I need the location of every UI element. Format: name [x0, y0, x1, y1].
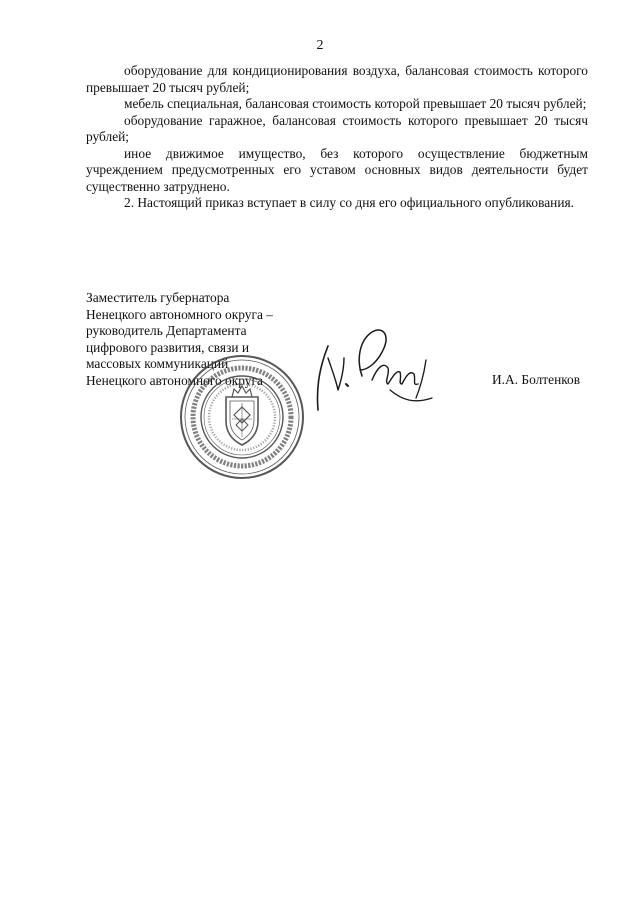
signer-name: И.А. Болтенков	[492, 372, 581, 387]
paragraph-air-conditioning: оборудование для кондиционирования воздуха, балансовая стоимость которого превышает 20 тысяч рублей;	[86, 63, 588, 95]
position-line: Заместитель губернатора	[86, 290, 230, 305]
paragraph-special-furniture: мебель специальная, балансовая стоимость которой превышает 20 тысяч рублей;	[124, 96, 587, 111]
position-line: массовых коммуникаций	[86, 356, 229, 371]
position-line: Ненецкого автономного округа –	[86, 306, 273, 322]
official-seal-stamp	[178, 353, 306, 481]
handwritten-signature	[298, 318, 448, 418]
page-number: 2	[316, 38, 324, 53]
paragraph-entry-into-force: 2. Настоящий приказ вступает в силу со дня его официального опубликования.	[124, 195, 574, 210]
position-line: руководитель Департамента	[86, 323, 247, 338]
position-line: цифрового развития, связи и	[86, 339, 250, 355]
position-line: Ненецкого автономного округа	[86, 372, 263, 388]
document-body	[86, 63, 588, 212]
paragraph-garage-equipment: оборудование гаражное, балансовая стоимость которого превышает 20 тысяч рублей;	[86, 112, 588, 144]
paragraph-other-movable-property: иное движимое имущество, без которого осуществление бюджетным учреждением предусмотренных его уставом основных видов деятельности будет существенно затруднено.	[86, 145, 588, 194]
